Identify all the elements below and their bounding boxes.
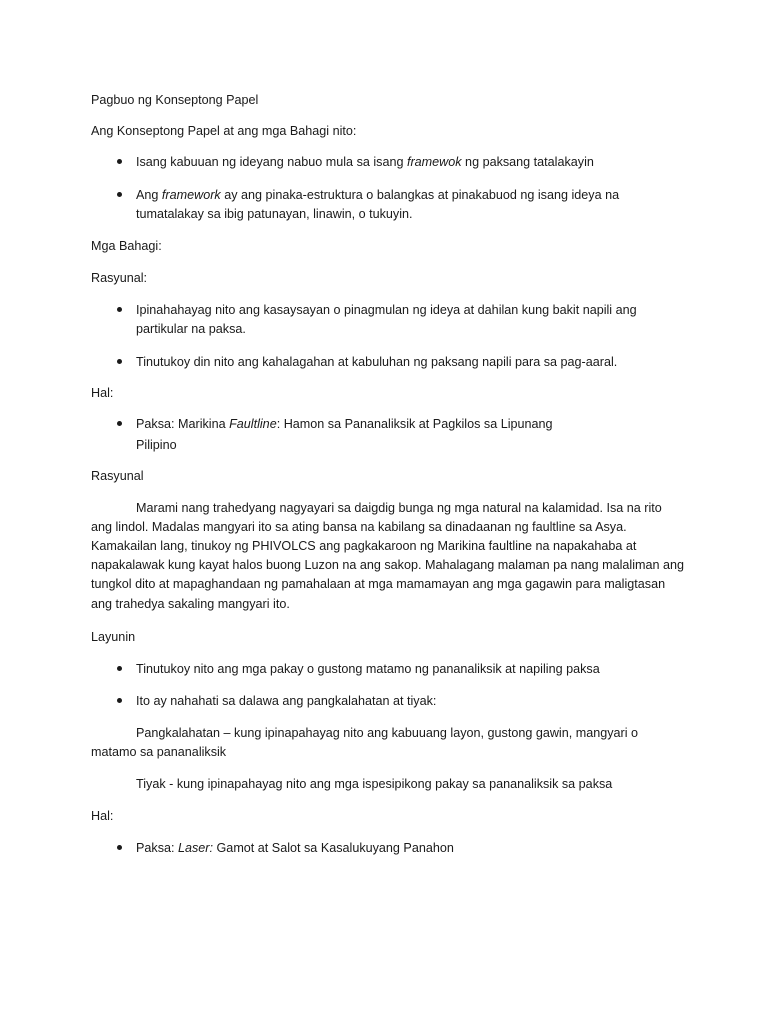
section-mga-bahagi: Mga Bahagi:: [91, 239, 162, 253]
bullet-icon: [117, 307, 122, 312]
section-layunin: Layunin: [91, 630, 136, 644]
paragraph-line-1: Marami nang trahedyang nagyayari sa daigdig bunga ng mga natural na kalamidad. Isa na rito: [136, 501, 662, 515]
bullet-icon: [117, 698, 122, 703]
layunin-item-1: Tinutukoy nito ang mga pakay o gustong matamo ng pananaliksik at napiling paksa: [136, 662, 600, 676]
paragraph-line-4: napakalawak kung kayat halos buong Luzon na ang sakop. Mahalagang malaman pa nang malaliman ang: [91, 558, 685, 572]
paragraph-line-5: tungkol dito at mapaghandaan ng pamahalaan at mga mamamayan ang mga gagawin para maligtasan: [91, 577, 666, 591]
paksa-item-1-cont: Pilipino: [136, 438, 177, 452]
bullet-icon: [117, 159, 122, 164]
rasyunal-item-1-cont: partikular na paksa.: [136, 322, 246, 336]
paksa-item-2: Paksa: Laser: Gamot at Salot sa Kasalukuyang Panahon: [136, 841, 454, 855]
rasyunal-item-1: Ipinahahayag nito ang kasaysayan o pinagmulan ng ideya at dahilan kung bakit napili ang: [136, 303, 637, 317]
hal-label: Hal:: [91, 386, 114, 400]
paragraph-line-6: ang trahedya sakaling mangyari ito.: [91, 597, 290, 611]
pangkalahatan-line-2: matamo sa pananaliksik: [91, 745, 227, 759]
hal-label-2: Hal:: [91, 809, 114, 823]
rasyunal-item-2: Tinutukoy din nito ang kahalagahan at kabuluhan ng paksang napili para sa pag-aaral.: [136, 355, 618, 369]
pangkalahatan-line-1: Pangkalahatan – kung ipinapahayag nito ang kabuuang layon, gustong gawin, mangyari o: [136, 726, 639, 740]
section-rasyunal-example: Rasyunal: [91, 469, 144, 483]
bullet-icon: [117, 421, 122, 426]
intro-heading: Ang Konseptong Papel at ang mga Bahagi nito:: [91, 124, 357, 138]
layunin-item-2: Ito ay nahahati sa dalawa ang pangkalahatan at tiyak:: [136, 694, 437, 708]
definition-item-2: Ang framework ay ang pinaka-estruktura o balangkas at pinakabuod ng isang ideya na: [136, 188, 620, 202]
bullet-icon: [117, 359, 122, 364]
paragraph-line-2: ang lindol. Madalas mangyari ito sa ating bansa na kabilang sa dinadaanan ng faultline sa Asya.: [91, 520, 627, 534]
paragraph-line-3: Kamakailan lang, tinukoy ng PHIVOLCS ang pagkakaroon ng Marikina faultline na napakahaba at: [91, 539, 637, 553]
paksa-item-1: Paksa: Marikina Faultline: Hamon sa Pananaliksik at Pagkilos sa Lipunang: [136, 417, 553, 431]
definition-item-2-cont: tumatalakay sa ibig patunayan, linawin, o tukuyin.: [136, 207, 413, 221]
bullet-icon: [117, 192, 122, 197]
section-rasyunal: Rasyunal:: [91, 271, 148, 285]
tiyak-line: Tiyak - kung ipinapahayag nito ang mga ispesipikong pakay sa pananaliksik sa paksa: [136, 777, 613, 791]
document-title: Pagbuo ng Konseptong Papel: [91, 93, 259, 107]
definition-item-1: Isang kabuuan ng ideyang nabuo mula sa isang framewok ng paksang tatalakayin: [136, 155, 594, 169]
bullet-icon: [117, 666, 122, 671]
bullet-icon: [117, 845, 122, 850]
